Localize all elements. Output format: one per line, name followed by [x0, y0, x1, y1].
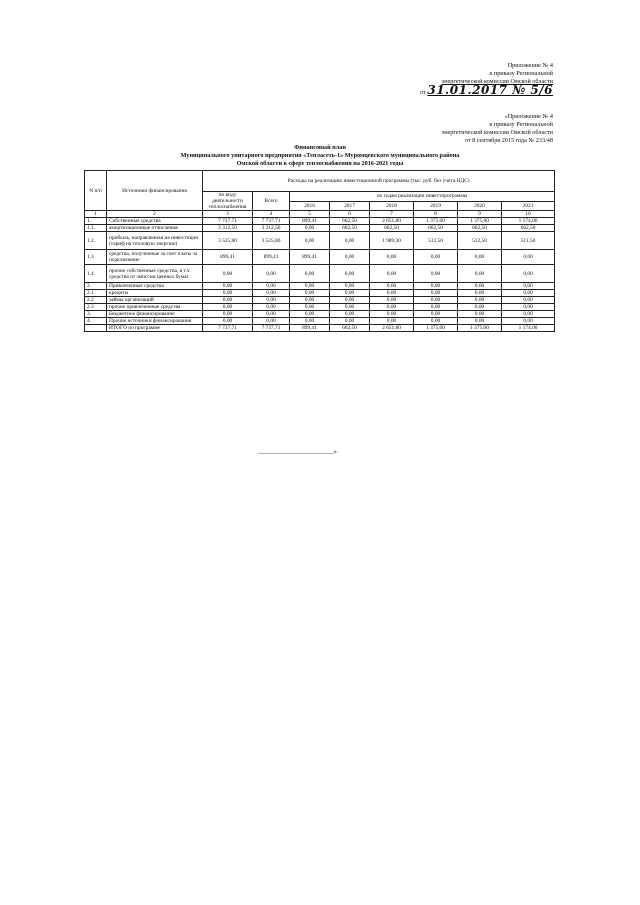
row-number: 1.2. [85, 232, 107, 250]
table-row [85, 311, 555, 318]
row-value-cell: 0,00 [370, 304, 414, 311]
footer-line: ____________________________». [258, 449, 338, 455]
table-row [85, 304, 555, 311]
table-row [85, 290, 555, 297]
row-value-cell: 0,00 [253, 290, 290, 297]
handwritten-date-number: 31.01.2017 № 5/6 [427, 83, 553, 97]
row-source-name: прочие собственные средства, в т.ч. средства от эмиссии ценных бумаг [107, 265, 203, 283]
table-row [85, 265, 555, 283]
row-value-cell: 1 174,00 [502, 325, 555, 332]
table-row [85, 283, 555, 290]
title-line-2: Муниципального унитарного предприятия «Тепласеть-1» Муромцевского муниципального района [180, 152, 460, 159]
row-value-cell: 0,00 [458, 250, 502, 265]
row-value-cell: 0,00 [330, 311, 370, 318]
row-value-cell: 0,00 [370, 283, 414, 290]
row-value-cell: 0,00 [330, 318, 370, 325]
row-value-cell: 3 312,50 [203, 225, 253, 232]
header-year: 2021 [502, 201, 555, 211]
header-source: Источники финансирования [107, 171, 203, 211]
row-value-cell: 3 525,80 [253, 232, 290, 250]
row-value-cell: 0,00 [414, 297, 458, 304]
row-value-cell: 0,00 [203, 297, 253, 304]
row-value-cell: 0,00 [370, 290, 414, 297]
attachment-line-1: Приложение № 4 [507, 62, 553, 69]
column-index-cell: 5 [290, 211, 330, 218]
column-index-cell: 9 [458, 211, 502, 218]
previous-line-4: от 8 сентября 2015 года № 233/48 [464, 137, 553, 144]
row-value-cell: 0,00 [290, 232, 330, 250]
table-row [85, 225, 555, 232]
row-number: 1. [85, 218, 107, 225]
document-title [120, 144, 520, 168]
row-value-cell: 0,00 [370, 250, 414, 265]
row-value-cell: 7 737,71 [203, 325, 253, 332]
column-index-cell: 6 [330, 211, 370, 218]
attachment-date-prefix: от [420, 89, 426, 96]
header-by-years: по годам реализации инвестпрограммы [290, 192, 555, 202]
table-row [85, 250, 555, 265]
column-index-cell: 1 [85, 211, 107, 218]
row-source-name: Прочие источники финансирования [107, 318, 203, 325]
row-value-cell: 0,00 [203, 283, 253, 290]
row-value-cell: 0,00 [458, 265, 502, 283]
header-year: 2020 [458, 201, 502, 211]
row-value-cell: 662,50 [458, 225, 502, 232]
row-value-cell: 0,00 [370, 311, 414, 318]
row-value-cell: 662,50 [330, 325, 370, 332]
row-value-cell: 0,00 [414, 290, 458, 297]
row-value-cell: 0,00 [330, 265, 370, 283]
table-row [85, 297, 555, 304]
row-value-cell: 1 174,00 [502, 218, 555, 225]
row-value-cell: 3 525,80 [203, 232, 253, 250]
row-number: 1.1. [85, 225, 107, 232]
row-number: 2.1 [85, 290, 107, 297]
row-source-name: кредиты [107, 290, 203, 297]
row-value-cell: 899,41 [290, 218, 330, 225]
row-value-cell: 0,00 [502, 318, 555, 325]
column-index-cell: 10 [502, 211, 555, 218]
financial-plan-table [84, 170, 555, 332]
row-value-cell: 1 989,30 [370, 232, 414, 250]
row-value-cell: 0,00 [290, 311, 330, 318]
table-row [85, 232, 555, 250]
row-value-cell: 0,00 [414, 304, 458, 311]
previous-attachment-header [353, 113, 553, 145]
previous-line-3: энергетической комиссии Омской области [441, 129, 553, 136]
row-value-cell: 0,00 [290, 283, 330, 290]
column-index-cell: 7 [370, 211, 414, 218]
row-value-cell: 0,00 [253, 311, 290, 318]
row-value-cell: 0,00 [502, 250, 555, 265]
row-value-cell: 0,00 [414, 250, 458, 265]
header-year: 2017 [330, 201, 370, 211]
row-value-cell: 0,00 [330, 283, 370, 290]
row-value-cell: 0,00 [290, 297, 330, 304]
row-source-name: займы организаций [107, 297, 203, 304]
row-value-cell: 0,00 [203, 290, 253, 297]
column-index-cell: 8 [414, 211, 458, 218]
row-value-cell: 0,00 [290, 290, 330, 297]
row-number: 2.3 [85, 304, 107, 311]
row-value-cell: 0,00 [253, 283, 290, 290]
header-year: 2019 [414, 201, 458, 211]
row-value-cell: 0,00 [370, 318, 414, 325]
row-value-cell: 1 375,00 [458, 325, 502, 332]
row-number [85, 325, 107, 332]
row-value-cell: 511,50 [502, 232, 555, 250]
row-value-cell: 0,00 [458, 297, 502, 304]
header-num: N п/п [85, 171, 107, 211]
attachment-line-2: к приказу Региональной [489, 70, 553, 77]
row-value-cell: 0,00 [370, 265, 414, 283]
row-value-cell: 0,00 [290, 318, 330, 325]
row-value-cell: 0,00 [330, 304, 370, 311]
row-value-cell: 0,00 [203, 265, 253, 283]
row-value-cell: 0,00 [458, 304, 502, 311]
row-value-cell: 0,00 [414, 318, 458, 325]
row-value-cell: 3 312,50 [253, 225, 290, 232]
row-value-cell: 2 651,80 [370, 325, 414, 332]
row-value-cell: 0,00 [253, 318, 290, 325]
row-number: 2. [85, 283, 107, 290]
row-number: 4. [85, 318, 107, 325]
row-value-cell: 512,50 [458, 232, 502, 250]
row-value-cell: 7 737,71 [253, 325, 290, 332]
row-value-cell: 1 375,00 [414, 325, 458, 332]
table-row [85, 218, 555, 225]
row-value-cell: 0,00 [203, 311, 253, 318]
row-source-name: Собственные средства [107, 218, 203, 225]
row-value-cell: 899,41 [290, 325, 330, 332]
row-number: 2.2 [85, 297, 107, 304]
row-value-cell: 0,00 [330, 290, 370, 297]
row-value-cell: 0,00 [253, 297, 290, 304]
row-value-cell: 0,00 [253, 304, 290, 311]
header-total: Всего [253, 192, 290, 211]
header-year: 2016 [290, 201, 330, 211]
attachment-line-3: энергетической комиссии Омской области [441, 78, 553, 85]
row-value-cell: 0,00 [290, 265, 330, 283]
header-year: 2018 [370, 201, 414, 211]
column-index-cell: 3 [203, 211, 253, 218]
row-value-cell: 0,00 [458, 290, 502, 297]
row-value-cell: 662,50 [502, 225, 555, 232]
row-value-cell: 0,00 [290, 225, 330, 232]
row-value-cell: 0,00 [203, 318, 253, 325]
row-value-cell: 899,41 [290, 250, 330, 265]
row-value-cell: 1 375,00 [458, 218, 502, 225]
row-number: 3. [85, 311, 107, 318]
row-value-cell: 0,00 [458, 283, 502, 290]
row-value-cell: 0,00 [458, 311, 502, 318]
row-value-cell: 0,00 [330, 250, 370, 265]
previous-line-2: к приказу Региональной [489, 121, 553, 128]
row-value-cell: 899,41 [203, 250, 253, 265]
row-value-cell: 662,50 [370, 225, 414, 232]
header-expenses: Расходы на реализацию инвестиционной программы (тыс. руб. без учета НДС) [203, 171, 555, 192]
row-value-cell: 0,00 [414, 283, 458, 290]
row-source-name: прочие привлеченные средства [107, 304, 203, 311]
row-value-cell: 0,00 [290, 304, 330, 311]
row-value-cell: 0,00 [330, 297, 370, 304]
row-value-cell: 0,00 [502, 311, 555, 318]
row-value-cell: 0,00 [330, 232, 370, 250]
row-value-cell: 0,00 [458, 318, 502, 325]
column-index-cell: 4 [253, 211, 290, 218]
title-line-3: Омской области в сфере теплоснабжения на 2016-2021 годы [236, 160, 404, 167]
row-source-name: ИТОГО по программе [107, 325, 203, 332]
attachment-header [353, 62, 553, 97]
row-value-cell: 2 651,80 [370, 218, 414, 225]
row-value-cell: 0,00 [414, 265, 458, 283]
row-value-cell: 7 737,71 [253, 218, 290, 225]
row-value-cell: 662,50 [330, 225, 370, 232]
row-source-name: средства, полученные за счет платы за подключение [107, 250, 203, 265]
row-value-cell: 899,41 [253, 250, 290, 265]
header-by-activity: по виду деятельности теплоснабжения [203, 192, 253, 211]
table-row [85, 318, 555, 325]
row-value-cell: 662,50 [414, 225, 458, 232]
row-value-cell: 0,00 [414, 311, 458, 318]
row-value-cell: 0,00 [502, 304, 555, 311]
row-source-name: Бюджетное финансирование [107, 311, 203, 318]
row-number: 1.4 [85, 265, 107, 283]
row-number: 1.3 [85, 250, 107, 265]
row-source-name: амортизационные отчисления [107, 225, 203, 232]
row-value-cell: 7 737,71 [203, 218, 253, 225]
row-source-name: Привлеченные средства [107, 283, 203, 290]
title-line-1: Финансовый план [294, 144, 346, 151]
row-value-cell: 0,00 [502, 297, 555, 304]
row-value-cell: 0,00 [370, 297, 414, 304]
previous-line-1: «Приложение № 4 [504, 113, 553, 120]
row-value-cell: 0,00 [253, 265, 290, 283]
row-value-cell: 0,00 [203, 304, 253, 311]
row-source-name: прибыль, направленная на инвестиции (тариф на тепловую энергию) [107, 232, 203, 250]
row-value-cell: 662,50 [330, 218, 370, 225]
row-value-cell: 1 375,00 [414, 218, 458, 225]
row-value-cell: 0,00 [502, 283, 555, 290]
column-index-cell: 2 [107, 211, 203, 218]
row-value-cell: 0,00 [502, 290, 555, 297]
table-row [85, 325, 555, 332]
row-value-cell: 512,50 [414, 232, 458, 250]
row-value-cell: 0,00 [502, 265, 555, 283]
